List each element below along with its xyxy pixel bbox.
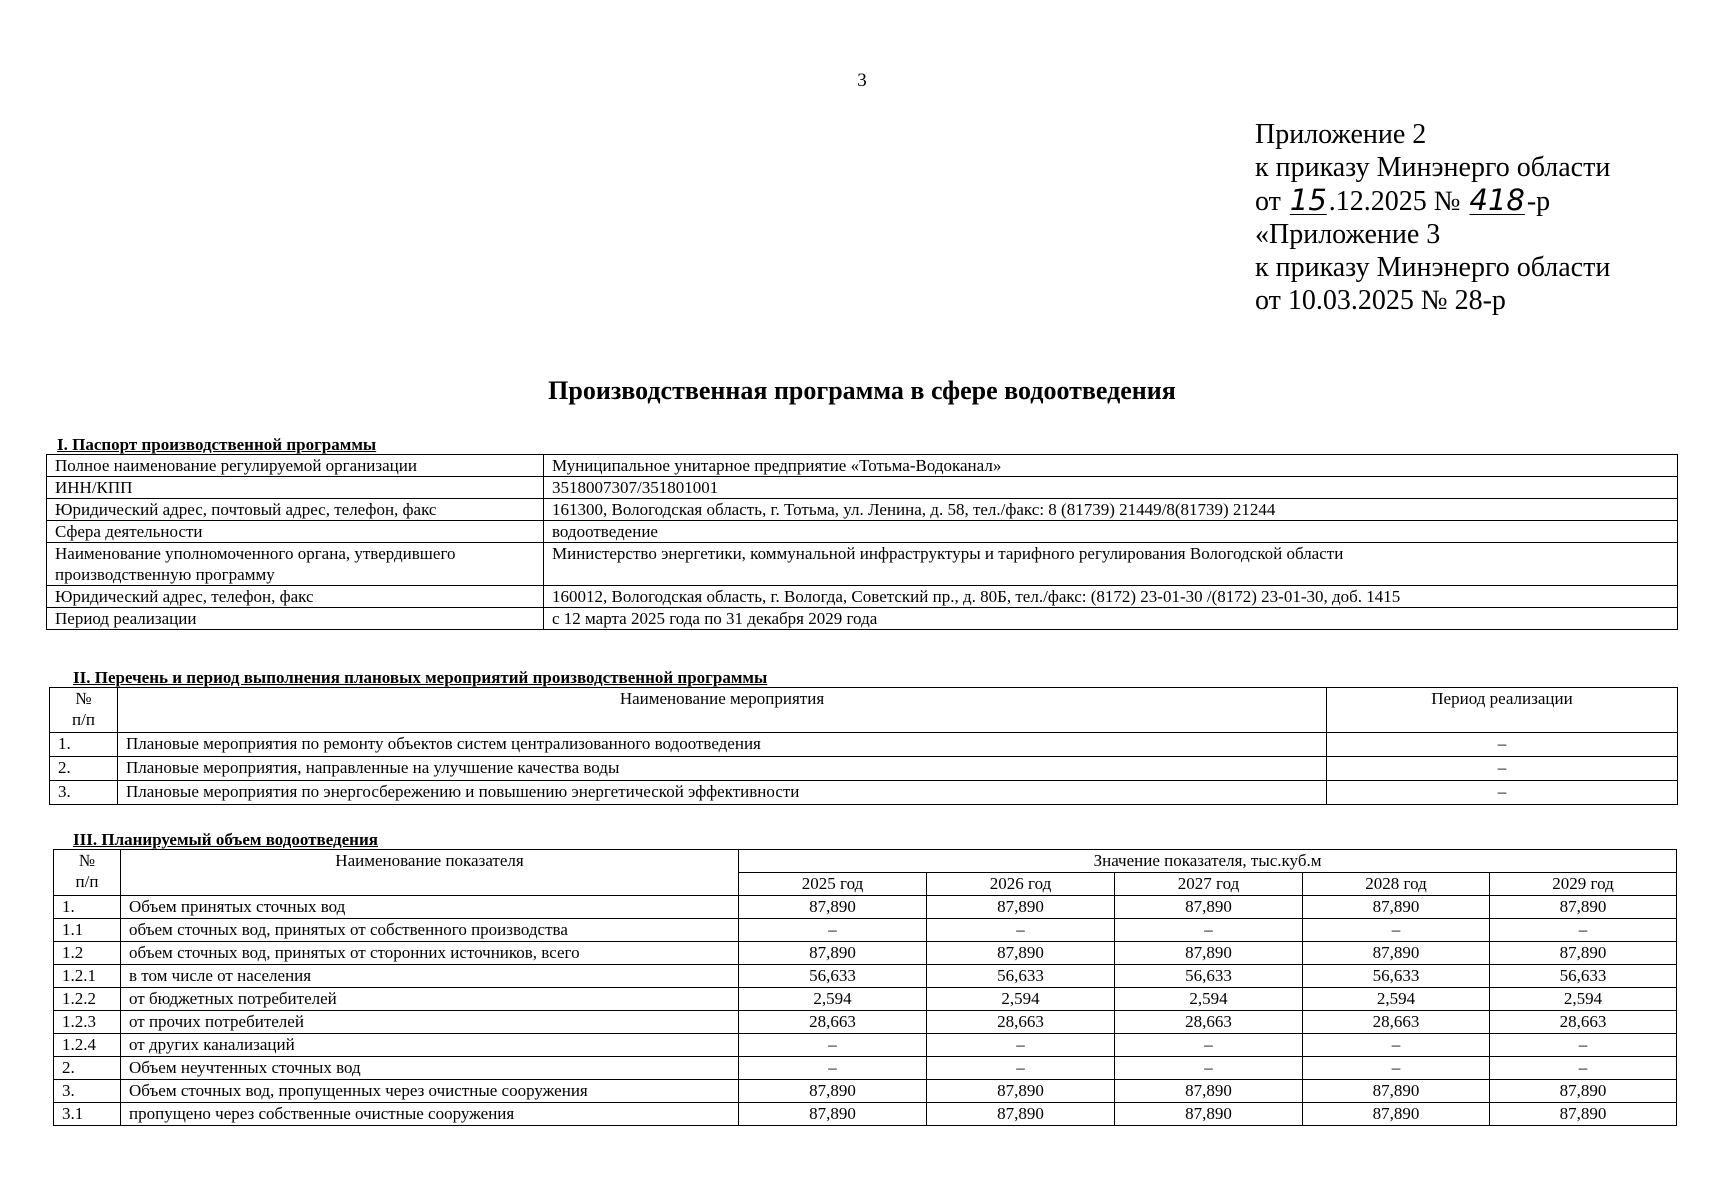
indicator-number: 1.2.1 — [54, 965, 121, 988]
indicator-name: от других канализаций — [121, 1034, 739, 1057]
indicator-value: 56,633 — [927, 965, 1115, 988]
indicator-value: 87,890 — [739, 942, 927, 965]
indicator-value: 87,890 — [1303, 896, 1490, 919]
volume-row — [54, 1034, 1677, 1057]
indicator-value: – — [1115, 1034, 1303, 1057]
volume-header-value: Значение показателя, тыс.куб.м — [739, 850, 1677, 873]
passport-row — [47, 586, 1678, 608]
volume-row — [54, 942, 1677, 965]
indicator-value: 87,890 — [739, 1103, 927, 1126]
indicator-number: 1.2 — [54, 942, 121, 965]
appendix-line-4: «Приложение 3 — [1255, 219, 1441, 250]
indicator-value: 2,594 — [739, 988, 927, 1011]
passport-field-label: Юридический адрес, почтовый адрес, телефон, факс — [47, 499, 544, 521]
indicator-value: 2,594 — [927, 988, 1115, 1011]
indicator-number: 3. — [54, 1080, 121, 1103]
indicator-value: 2,594 — [1490, 988, 1677, 1011]
measure-number: 3. — [50, 781, 118, 805]
indicator-number: 1.2.2 — [54, 988, 121, 1011]
indicator-value: 87,890 — [1115, 896, 1303, 919]
indicator-value: – — [739, 1057, 927, 1080]
indicator-value: 2,594 — [1115, 988, 1303, 1011]
passport-field-value: Министерство энергетики, коммунальной инфраструктуры и тарифного регулирования Вологодской области — [544, 543, 1678, 586]
indicator-value: 28,663 — [927, 1011, 1115, 1034]
measures-header-name: Наименование мероприятия — [118, 688, 1327, 733]
volume-year-header: 2027 год — [1115, 873, 1303, 896]
indicator-name: объем сточных вод, принятых от сторонних источников, всего — [121, 942, 739, 965]
indicator-value: – — [1303, 1034, 1490, 1057]
measure-number: 2. — [50, 757, 118, 781]
passport-row — [47, 455, 1678, 477]
indicator-value: 56,633 — [739, 965, 927, 988]
volume-row — [54, 1103, 1677, 1126]
indicator-name: Объем неучтенных сточных вод — [121, 1057, 739, 1080]
volume-row — [54, 1080, 1677, 1103]
appendix-date-mid: .12.2025 № — [1328, 186, 1468, 217]
indicator-value: – — [1115, 919, 1303, 942]
indicator-value: 87,890 — [739, 1080, 927, 1103]
passport-field-value: 161300, Вологодская область, г. Тотьма, ул. Ленина, д. 58, тел./факс: 8 (81739) 21449/8(81739) 21244 — [544, 499, 1678, 521]
measures-header-period: Период реализации — [1327, 688, 1678, 733]
indicator-name: пропущено через собственные очистные сооружения — [121, 1103, 739, 1126]
passport-field-value: 160012, Вологодская область, г. Вологда, Советский пр., д. 80Б, тел./факс: (8172) 23-01-30 /(8172) 23-01-30, доб. 1415 — [544, 586, 1678, 608]
indicator-value: – — [1490, 919, 1677, 942]
indicator-value: 87,890 — [1303, 1080, 1490, 1103]
indicator-value: 87,890 — [1490, 942, 1677, 965]
measure-period: – — [1327, 781, 1678, 805]
indicator-value: – — [1490, 1034, 1677, 1057]
indicator-value: – — [1115, 1057, 1303, 1080]
measures-row — [50, 757, 1678, 781]
passport-row — [47, 543, 1678, 586]
indicator-number: 1. — [54, 896, 121, 919]
passport-field-label: Сфера деятельности — [47, 521, 544, 543]
indicator-value: 87,890 — [1115, 942, 1303, 965]
volume-row — [54, 1011, 1677, 1034]
indicator-value: 87,890 — [1303, 942, 1490, 965]
indicator-value: 87,890 — [927, 942, 1115, 965]
volume-year-header: 2029 год — [1490, 873, 1677, 896]
measure-period: – — [1327, 757, 1678, 781]
passport-row — [47, 477, 1678, 499]
passport-field-value: с 12 марта 2025 года по 31 декабря 2029 года — [544, 608, 1678, 630]
passport-field-label: ИНН/КПП — [47, 477, 544, 499]
indicator-value: – — [1303, 919, 1490, 942]
document-title: Производственная программа в сфере водоотведения — [548, 376, 1176, 405]
volume-year-header: 2028 год — [1303, 873, 1490, 896]
section-3-heading: III. Планируемый объем водоотведения — [73, 830, 378, 849]
indicator-value: 28,663 — [1490, 1011, 1677, 1034]
indicator-name: от бюджетных потребителей — [121, 988, 739, 1011]
indicator-name: объем сточных вод, принятых от собственного производства — [121, 919, 739, 942]
section-1-heading: I. Паспорт производственной программы — [57, 435, 377, 454]
indicator-value: 56,633 — [1490, 965, 1677, 988]
appendix-line-3 — [1255, 184, 1610, 218]
passport-field-label: Период реализации — [47, 608, 544, 630]
passport-field-label: Наименование уполномоченного органа, утвердившего производственную программу — [47, 543, 544, 586]
measure-number: 1. — [50, 733, 118, 757]
volume-row — [54, 988, 1677, 1011]
passport-field-value: Муниципальное унитарное предприятие «Тотьма-Водоканал» — [544, 455, 1678, 477]
section-2-heading: II. Перечень и период выполнения плановых мероприятий производственной программы — [73, 668, 768, 687]
measure-period: – — [1327, 733, 1678, 757]
appendix-line-5: к приказу Минэнерго области — [1255, 252, 1611, 283]
indicator-value: 28,663 — [739, 1011, 927, 1034]
volume-header-number: № п/п — [54, 850, 121, 896]
handwritten-order-number: 418 — [1469, 183, 1525, 217]
passport-table — [46, 454, 1678, 630]
indicator-value: – — [739, 919, 927, 942]
indicator-number: 3.1 — [54, 1103, 121, 1126]
indicator-value: 87,890 — [739, 896, 927, 919]
indicator-number: 2. — [54, 1057, 121, 1080]
indicator-value: 87,890 — [1490, 896, 1677, 919]
indicator-value: – — [1490, 1057, 1677, 1080]
indicator-number: 1.1 — [54, 919, 121, 942]
measure-name: Плановые мероприятия, направленные на улучшение качества воды — [118, 757, 1327, 781]
passport-field-label: Юридический адрес, телефон, факс — [47, 586, 544, 608]
indicator-value: 87,890 — [927, 896, 1115, 919]
measure-name: Плановые мероприятия по энергосбережению и повышению энергетической эффективности — [118, 781, 1327, 805]
appendix-line-2: к приказу Минэнерго области — [1255, 152, 1611, 183]
indicator-number: 1.2.4 — [54, 1034, 121, 1057]
passport-field-label: Полное наименование регулируемой организации — [47, 455, 544, 477]
indicator-value: 2,594 — [1303, 988, 1490, 1011]
indicator-value: 87,890 — [1115, 1080, 1303, 1103]
measures-row — [50, 733, 1678, 757]
indicator-name: в том числе от населения — [121, 965, 739, 988]
indicator-value: – — [1303, 1057, 1490, 1080]
indicator-value: 28,663 — [1115, 1011, 1303, 1034]
volume-table — [53, 849, 1677, 1126]
indicator-number: 1.2.3 — [54, 1011, 121, 1034]
passport-field-value: водоотведение — [544, 521, 1678, 543]
indicator-value: – — [927, 1057, 1115, 1080]
appendix-date-suffix: -р — [1526, 186, 1551, 217]
measure-name: Плановые мероприятия по ремонту объектов систем централизованного водоотведения — [118, 733, 1327, 757]
indicator-value: – — [739, 1034, 927, 1057]
appendix-block — [1255, 118, 1610, 317]
passport-row — [47, 499, 1678, 521]
passport-field-value: 3518007307/351801001 — [544, 477, 1678, 499]
volume-row — [54, 896, 1677, 919]
indicator-name: Объем принятых сточных вод — [121, 896, 739, 919]
appendix-date-prefix: от — [1255, 186, 1288, 217]
volume-year-header: 2026 год — [927, 873, 1115, 896]
handwritten-day: 15 — [1289, 183, 1327, 217]
volume-year-header: 2025 год — [739, 873, 927, 896]
volume-header-name: Наименование показателя — [121, 850, 739, 896]
indicator-value: 87,890 — [1303, 1103, 1490, 1126]
indicator-value: 56,633 — [1303, 965, 1490, 988]
volume-row — [54, 919, 1677, 942]
passport-row — [47, 521, 1678, 543]
passport-row — [47, 608, 1678, 630]
appendix-line-6: от 10.03.2025 № 28-р — [1255, 285, 1506, 316]
indicator-value: 87,890 — [1490, 1103, 1677, 1126]
volume-row — [54, 1057, 1677, 1080]
appendix-line-1: Приложение 2 — [1255, 119, 1427, 150]
indicator-value: 87,890 — [927, 1080, 1115, 1103]
volume-row — [54, 965, 1677, 988]
indicator-value: – — [927, 1034, 1115, 1057]
indicator-value: 87,890 — [1115, 1103, 1303, 1126]
measures-row — [50, 781, 1678, 805]
measures-table — [49, 687, 1678, 805]
indicator-value: 28,663 — [1303, 1011, 1490, 1034]
indicator-name: Объем сточных вод, пропущенных через очистные сооружения — [121, 1080, 739, 1103]
page-number: 3 — [857, 70, 867, 91]
indicator-name: от прочих потребителей — [121, 1011, 739, 1034]
indicator-value: 87,890 — [927, 1103, 1115, 1126]
indicator-value: 87,890 — [1490, 1080, 1677, 1103]
indicator-value: – — [927, 919, 1115, 942]
indicator-value: 56,633 — [1115, 965, 1303, 988]
measures-header-number: № п/п — [50, 688, 118, 733]
